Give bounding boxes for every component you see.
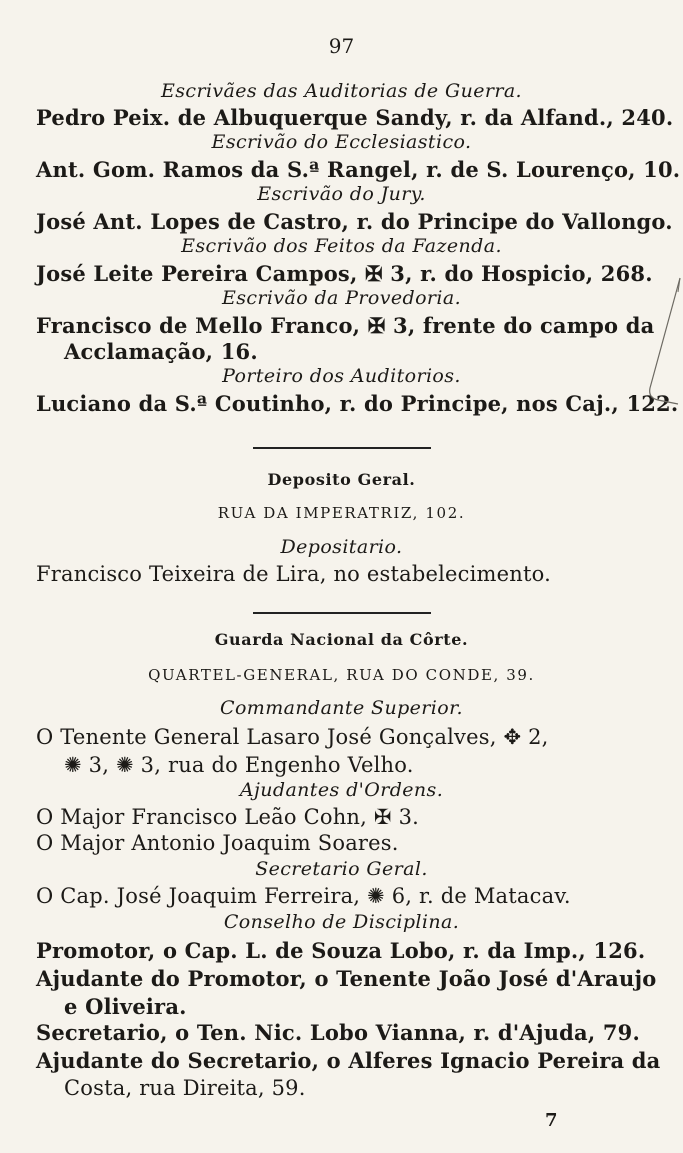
subheading-fazenda: Escrivão dos Feitos da Fazenda. xyxy=(181,235,502,257)
entry-jose-ferreira: O Cap. José Joaquim Ferreira, ✺ 6, r. de Matacav. xyxy=(36,884,571,908)
entry-jose-castro: José Ant. Lopes de Castro, r. do Principe do Vallongo. xyxy=(36,209,673,234)
deposito-address: RUA DA IMPERATRIZ, 102. xyxy=(217,504,466,522)
section-title-guarda: Guarda Nacional da Côrte. xyxy=(214,630,469,649)
heading-auditorias: Escrivães das Auditorias de Guerra. xyxy=(161,80,522,102)
subheading-ajudantes: Ajudantes d'Ordens. xyxy=(239,779,444,801)
entry-lasaro-goncalves: O Tenente General Lasaro José Gonçalves, ✥ 2, xyxy=(36,725,549,749)
entry-ajudante-secretario-cont: Costa, rua Direita, 59. xyxy=(64,1076,306,1100)
subheading-secretario-geral: Secretario Geral. xyxy=(255,858,428,880)
entry-ajudante-secretario: Ajudante do Secretario, o Alferes Ignacio Pereira da xyxy=(36,1048,661,1073)
entry-lasaro-goncalves-cont: ✺ 3, ✺ 3, rua do Engenho Velho. xyxy=(64,753,414,777)
entry-antonio-soares: O Major Antonio Joaquim Soares. xyxy=(36,831,399,855)
entry-jose-campos: José Leite Pereira Campos, ✠ 3, r. do Hospicio, 268. xyxy=(36,261,653,286)
entry-francisco-franco-cont: Acclamação, 16. xyxy=(64,339,258,364)
signature-mark: 7 xyxy=(545,1110,558,1131)
entry-secretario: Secretario, o Ten. Nic. Lobo Vianna, r. d'Ajuda, 79. xyxy=(36,1020,641,1045)
section-divider xyxy=(253,447,431,449)
entry-promotor: Promotor, o Cap. L. de Souza Lobo, r. da Imp., 126. xyxy=(36,938,646,963)
subheading-ecclesiastico: Escrivão do Ecclesiastico. xyxy=(211,131,472,153)
entry-pedro-sandy: Pedro Peix. de Albuquerque Sandy, r. da Alfand., 240. xyxy=(36,105,674,130)
entry-ajudante-promotor-cont: e Oliveira. xyxy=(64,994,187,1019)
subheading-provedoria: Escrivão da Provedoria. xyxy=(221,287,462,309)
entry-ant-rangel: Ant. Gom. Ramos da S.ª Rangel, r. de S. Lourenço, 10. xyxy=(36,157,681,182)
entry-francisco-cohn: O Major Francisco Leão Cohn, ✠ 3. xyxy=(36,805,420,829)
entry-francisco-lira: Francisco Teixeira de Lira, no estabelecimento. xyxy=(36,562,551,586)
subheading-depositario: Depositario. xyxy=(280,536,403,558)
subheading-jury: Escrivão do Jury. xyxy=(257,183,426,205)
page-number: 97 xyxy=(328,34,355,58)
margin-pencil-mark xyxy=(628,270,683,420)
guarda-address: QUARTEL-GENERAL, RUA DO CONDE, 39. xyxy=(148,666,535,684)
section-divider xyxy=(253,612,431,614)
entry-francisco-franco: Francisco de Mello Franco, ✠ 3, frente do campo da xyxy=(36,313,655,338)
subheading-auditorios: Porteiro dos Auditorios. xyxy=(222,365,461,387)
entry-ajudante-promotor: Ajudante do Promotor, o Tenente João José d'Araujo xyxy=(36,966,657,991)
section-title-deposito: Deposito Geral. xyxy=(267,470,416,489)
subheading-conselho: Conselho de Disciplina. xyxy=(223,911,460,933)
entry-luciano-coutinho: Luciano da S.ª Coutinho, r. do Principe, nos Caj., 122. xyxy=(36,391,679,416)
subheading-commandante: Commandante Superior. xyxy=(220,697,463,719)
